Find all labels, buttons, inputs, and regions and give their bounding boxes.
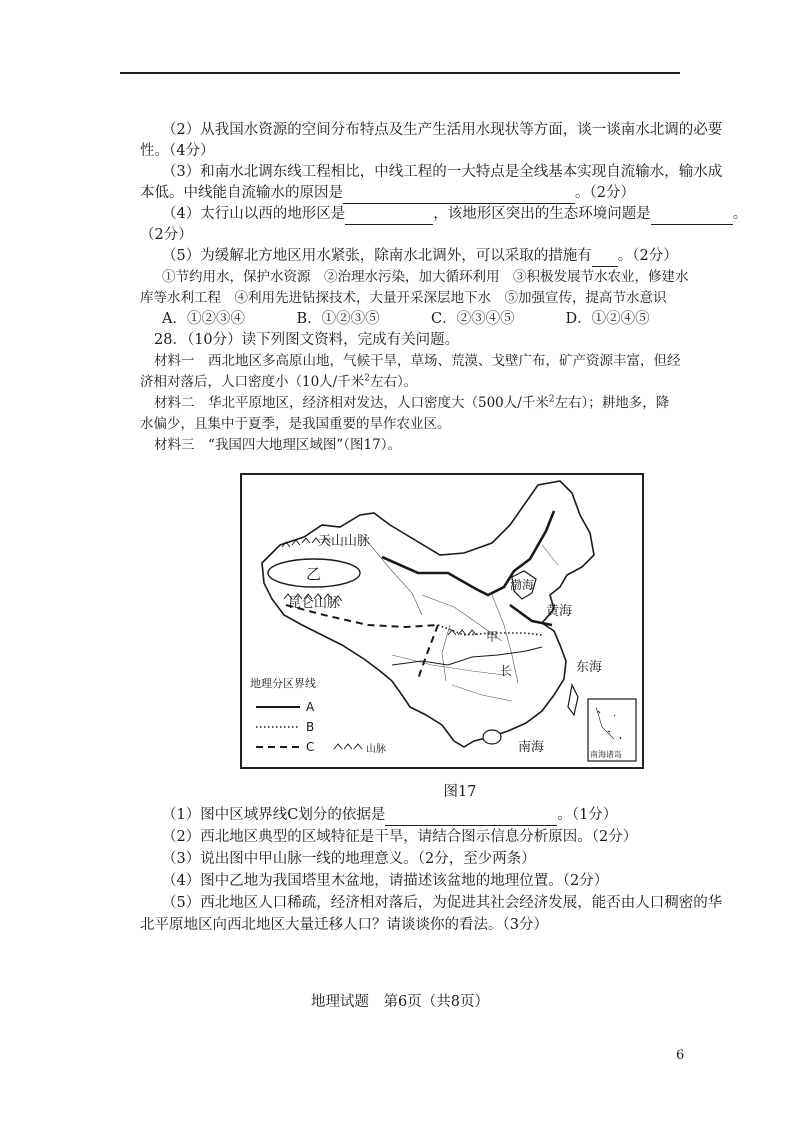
page-footer: 地理试题 第6页（共8页）: [311, 994, 489, 1010]
label-nanhai: 南海: [518, 740, 545, 755]
page-number: 6: [676, 1048, 685, 1063]
option-a[interactable]: A．①②③④: [162, 311, 245, 327]
material3: 材料三 “我国四大地理区域图”（图17）。: [154, 437, 401, 453]
b1-text-a: （1）图中区域界线C划分的依据是: [162, 807, 386, 823]
material1-line1: 材料一 西北地区多高原山地，气候干旱，草场、荒漠、戈壁广布，矿产资源丰富，但经: [154, 353, 681, 369]
b5-line1: （5）西北地区人口稀疏，经济相对落后，为促进其社会经济发展，能否由人口稠密的华: [162, 895, 723, 911]
option-b[interactable]: B．①②③⑤: [296, 311, 380, 327]
header-rule: [120, 72, 680, 74]
q3-answer-blank[interactable]: [343, 188, 575, 204]
label-jia: 甲: [486, 630, 499, 644]
b5-line2: 北平原地区向西北地区大量迁移人口？请谈谈你的看法。（3分）: [140, 917, 548, 933]
q4-answer-blank-1[interactable]: [345, 209, 433, 225]
boundary-line-a: [382, 511, 554, 625]
q4-text-a: （4）太行山以西的地形区是: [162, 206, 346, 222]
label-donghai: 东海: [576, 660, 603, 675]
map-svg: [242, 475, 642, 767]
q3-text-a: 本低。中线能自流输水的原因是: [140, 185, 343, 201]
q2-line2: 性。（4分）: [140, 143, 215, 159]
q4-answer-blank-2[interactable]: [651, 209, 733, 225]
label-chang: 长: [500, 664, 513, 678]
b2: （2）西北地区典型的区域特征是干旱，请结合图示信息分析原因。（2分）: [162, 829, 638, 845]
legend-label-a: A: [306, 700, 315, 714]
option-d[interactable]: D．①②④⑤: [565, 311, 650, 327]
china-regions-map: [240, 473, 644, 769]
label-tianshan: 天山山脉: [318, 534, 371, 549]
q3-line1: （3）和南水北调东线工程相比，中线工程的一大特点是全线基本实现自流输水，输水成: [162, 164, 723, 180]
q5-answer-blank[interactable]: [592, 251, 618, 267]
label-inset: 南海诸岛: [590, 750, 622, 759]
q4-text-b: ，该地形区突出的生态环境问题是: [433, 206, 651, 222]
b1: [140, 804, 700, 826]
material1-text-a: 济相对落后，人口密度小（10人/千米: [140, 374, 365, 390]
legend-label-mountain: 山脉: [366, 744, 386, 755]
q5-options: [140, 309, 700, 330]
boundary-line-c: [286, 605, 438, 679]
legend-title: 地理分区界线: [250, 677, 316, 690]
b4: （4）图中乙地为我国塔里木盆地，请描述该盆地的地理位置。（2分）: [162, 873, 609, 889]
q5-line1: [140, 246, 700, 267]
qinling-mountains: [448, 630, 476, 635]
material2-text-b: 左右）；耕地多，降: [554, 395, 670, 411]
q4-line1: [140, 204, 748, 225]
q5-text-a: （5）为缓解北方地区用水紧张，除南水北调外，可以采取的措施有: [162, 248, 592, 264]
q3-line2: [140, 183, 700, 204]
figure-caption: 图17: [443, 784, 477, 800]
lower-questions: [140, 804, 723, 936]
q2-line1: （2）从我国水资源的空间分布特点及生产生活用水现状等方面，谈一谈南水北调的必要: [162, 122, 723, 138]
yangtze-river: [392, 647, 542, 665]
label-yi: 乙: [306, 565, 322, 583]
material2-text-a: 材料二 华北平原地区，经济相对发达，人口密度大（500人/千米: [154, 395, 549, 411]
material2-line2: 水偏少，且集中于夏季，是我国重要的旱作农业区。: [140, 416, 451, 432]
q3-text-b: 。（2分）: [575, 185, 635, 201]
legend-label-c: C: [306, 740, 315, 754]
q5-line2: ①节约用水，保护水资源 ②治理水污染，加大循环利用 ③积极发展节水农业，修建水: [162, 269, 689, 285]
taiwan-island: [568, 685, 578, 715]
label-kunlun: 昆仑山脉: [288, 596, 341, 611]
q28-intro: 28．（10分）读下列图文资料，完成有关问题。: [154, 332, 460, 348]
material1-superscript: 2: [364, 373, 370, 384]
q5-line3: 库等水利工程 ④利用先进钻探技术，大量开采深层地下水 ⑤加强宣传，提高节水意识: [140, 290, 667, 306]
material1-line2: [140, 372, 700, 393]
legend-label-b: B: [306, 720, 315, 734]
legend-mountain-symbol: [334, 744, 362, 749]
material2-line1: [140, 393, 700, 414]
material2-superscript: 2: [548, 394, 555, 405]
q4-text-c: 。: [732, 206, 748, 222]
b1-answer-blank[interactable]: [385, 810, 557, 826]
material1-text-b: 左右）。: [369, 374, 418, 390]
b3: （3）说出图中甲山脉一线的地理意义。（2分，至少两条）: [162, 851, 536, 867]
q4-line2: （2分）: [140, 227, 193, 243]
hainan-island: [483, 730, 501, 744]
label-huanghai: 黄海: [546, 604, 573, 619]
option-c[interactable]: C．②③④⑤: [431, 311, 515, 327]
q5-text-b: 。（2分）: [617, 248, 678, 264]
upper-questions: [140, 120, 748, 456]
b1-text-b: 。（1分）: [557, 807, 618, 823]
label-bohai: 渤海: [510, 578, 535, 592]
